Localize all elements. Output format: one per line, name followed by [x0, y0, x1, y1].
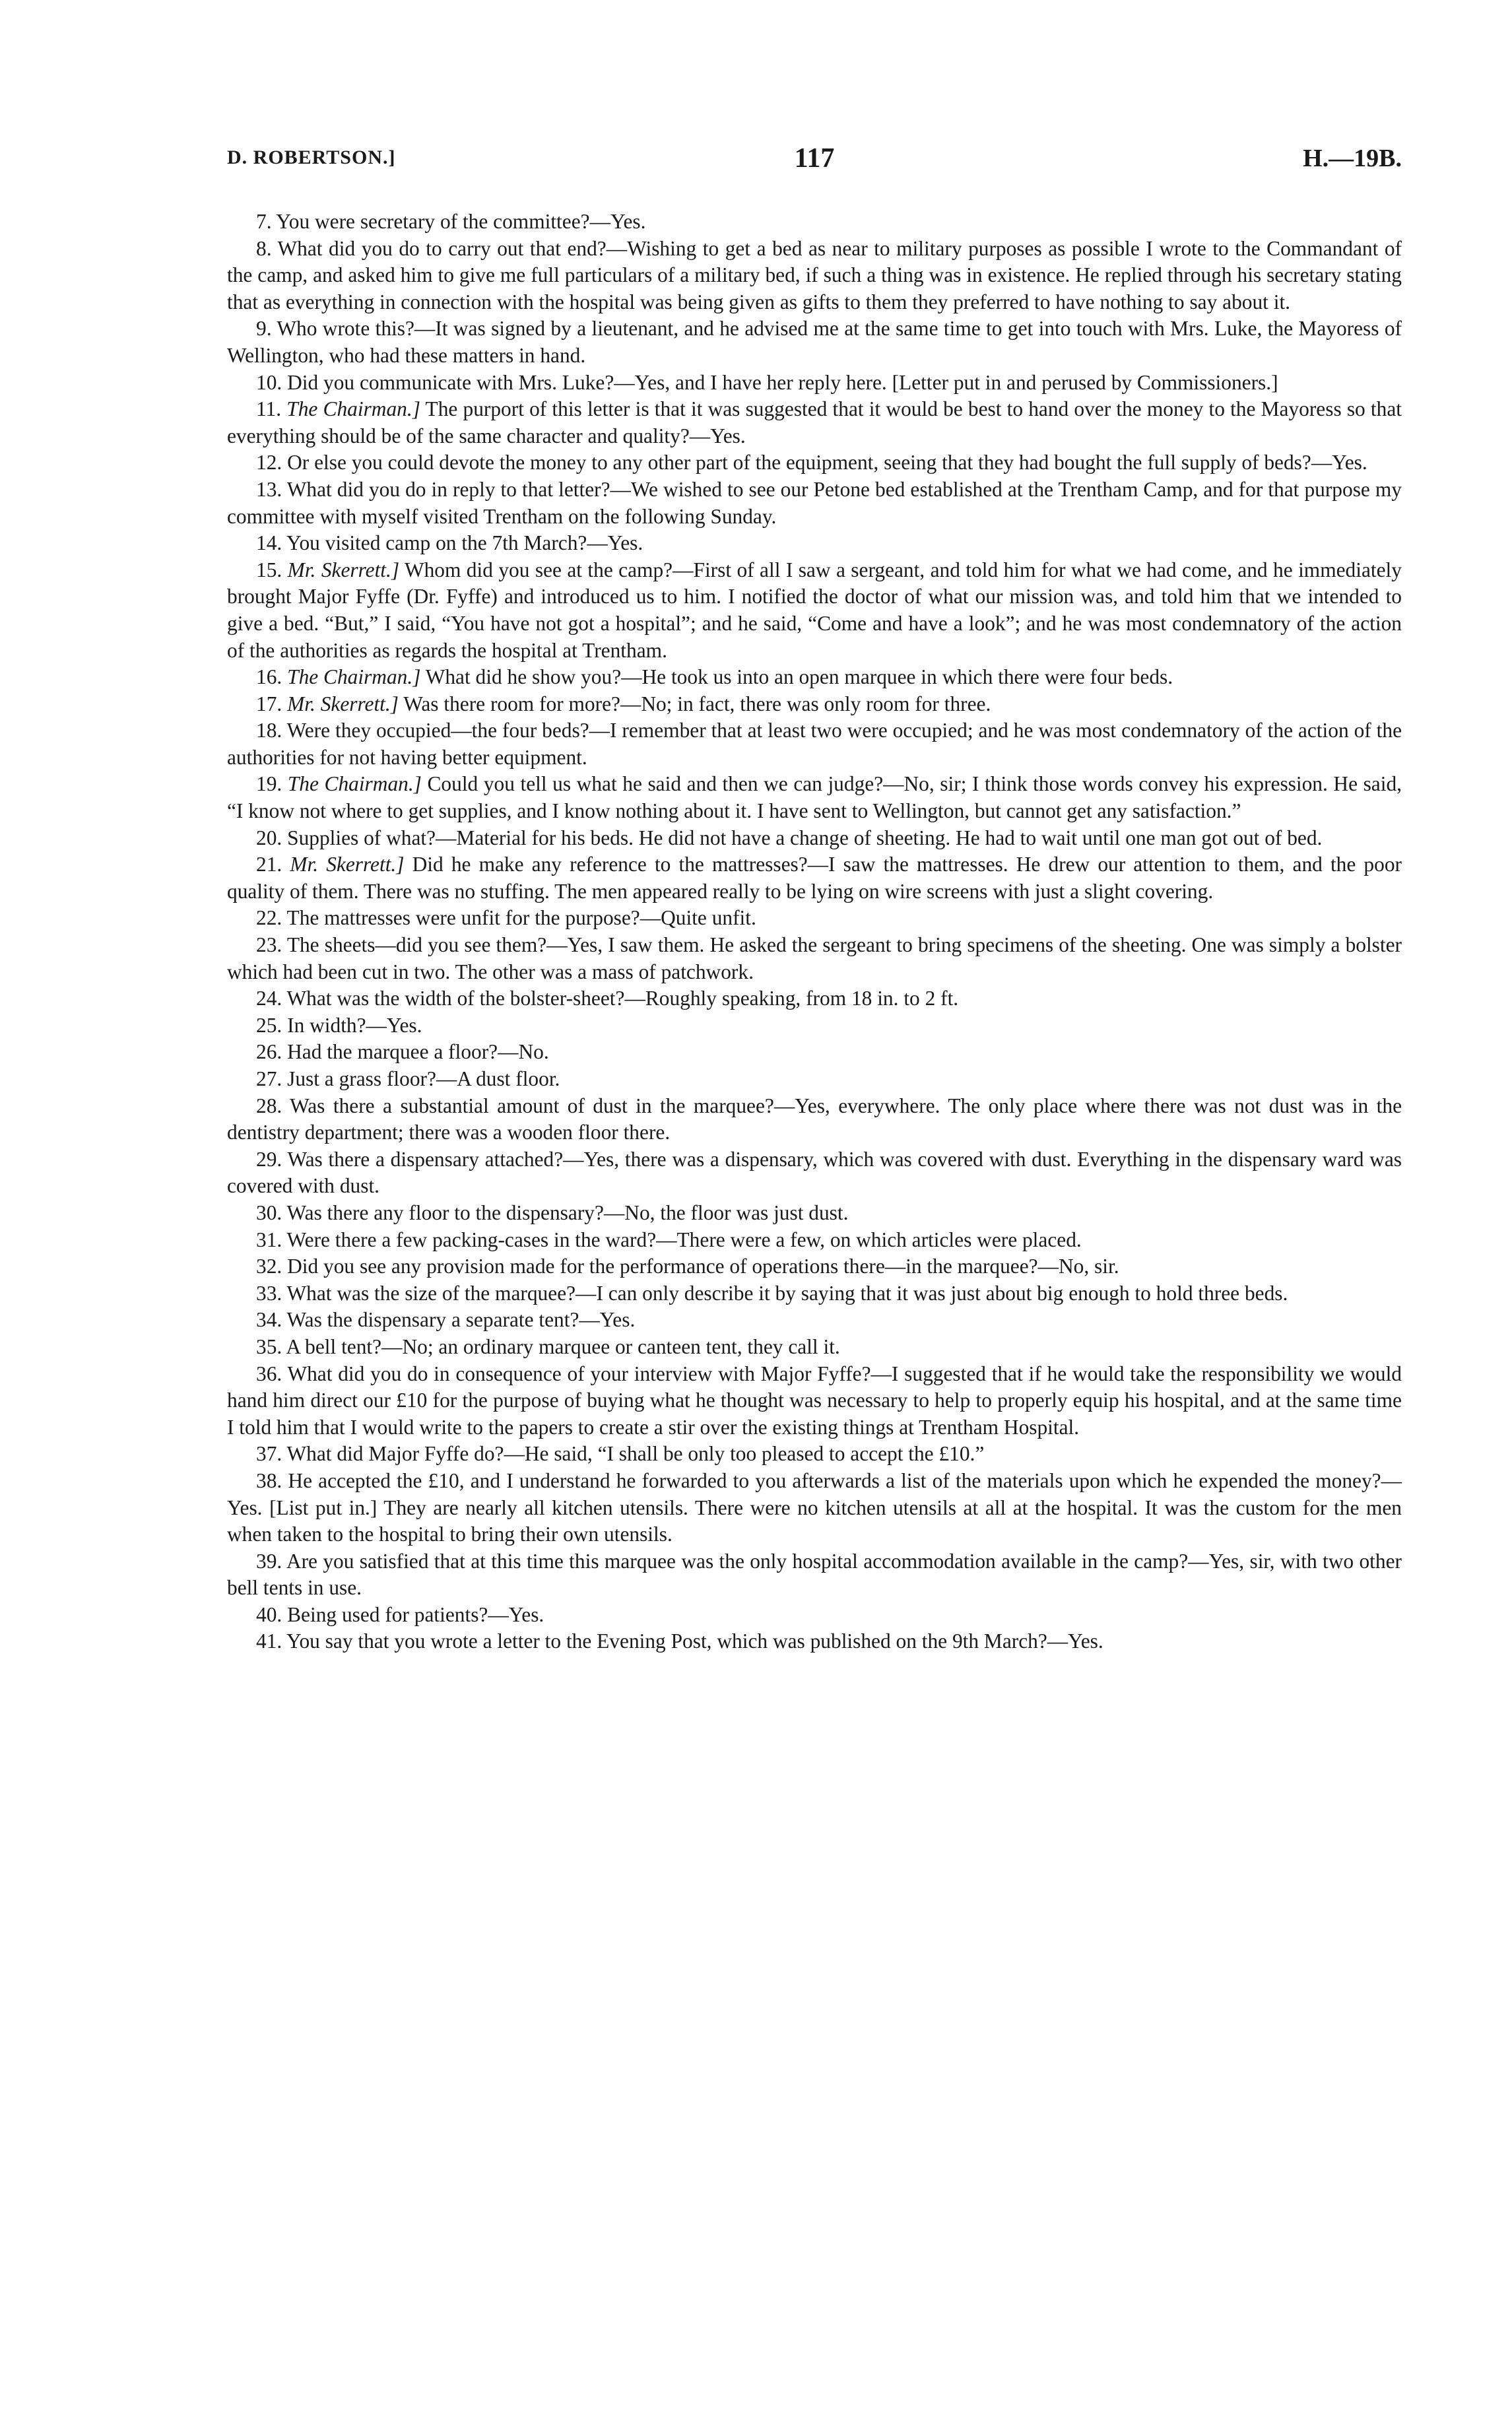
question-answer-text: What did you do in reply to that letter?—We wished to see our Petone bed established at the Trentham Camp, and for that purpose my committee with myself visited Trentham on the following Sunday.: [227, 477, 1402, 528]
question-number: 14.: [256, 531, 282, 555]
question-answer-text: Whom did you see at the camp?—First of all I saw a sergeant, and told him for what we had come, and he immediately brought Major Fyffe (Dr. Fyffe) and introduced us to him. I notified the doctor of what our mission was, and told him that we intended to give a bed. “But,” I said, “You have not got a hospital”; and he said, “Come and have a look”; and he was most condemnatory of the action of the authorities as regards the hospital at Trentham.: [227, 558, 1402, 662]
question-paragraph: [227, 825, 1402, 852]
speaker-label: The Chairman.]: [286, 397, 420, 421]
question-paragraph: [227, 664, 1402, 691]
question-answer-text: Had the marquee a floor?—No.: [287, 1040, 549, 1064]
question-answer-text: What did he show you?—He took us into an open marquee in which there were four beds.: [425, 665, 1173, 689]
question-paragraph: [227, 1307, 1402, 1334]
question-number: 28.: [256, 1094, 282, 1117]
question-paragraph: [227, 1548, 1402, 1602]
question-paragraph: [227, 1039, 1402, 1066]
question-paragraph: [227, 905, 1402, 932]
question-paragraph: [227, 1146, 1402, 1200]
question-number: 7.: [256, 210, 272, 233]
question-number: 24.: [256, 987, 282, 1010]
question-number: 16.: [256, 665, 282, 689]
question-paragraph: [227, 477, 1402, 530]
speaker-label: The Chairman.]: [287, 772, 422, 796]
witness-name: D. ROBERTSON.]: [227, 147, 396, 168]
question-number: 26.: [256, 1040, 282, 1064]
question-answer-text: Was there any floor to the dispensary?—No, the floor was just dust.: [286, 1200, 849, 1224]
question-paragraph: [227, 1280, 1402, 1307]
question-answer-text: You say that you wrote a letter to the Evening Post, which was published on the 9th March?—Yes.: [286, 1629, 1103, 1653]
question-number: 10.: [256, 370, 282, 394]
question-answer-text: The sheets—did you see them?—Yes, I saw them. He asked the sergeant to bring specimens of the sheeting. One was simply a bolster which had been cut in two. The other was a mass of patchwork.: [227, 933, 1402, 983]
question-answer-text: What was the size of the marquee?—I can only describe it by saying that it was just about big enough to hold three beds.: [286, 1281, 1288, 1305]
question-answer-text: You visited camp on the 7th March?—Yes.: [286, 531, 643, 555]
question-number: 18.: [256, 719, 282, 742]
question-answer-text: What did Major Fyffe do?—He said, “I shall be only too pleased to accept the £10.”: [286, 1442, 985, 1466]
question-number: 30.: [256, 1200, 282, 1224]
question-paragraph: [227, 1093, 1402, 1146]
question-number: 22.: [256, 906, 282, 930]
question-paragraph: [227, 557, 1402, 664]
question-answer-text: He accepted the £10, and I understand he forwarded to you afterwards a list of the materials upon which he expended the money?—Yes. [List put in.] They are nearly all kitchen utensils. There were no kitchen utensils at all at the hospital. It was the custom for the men when taken to the hospital to bring their own utensils.: [227, 1468, 1402, 1546]
question-paragraph: [227, 1012, 1402, 1039]
question-paragraph: [227, 985, 1402, 1012]
question-answer-text: A bell tent?—No; an ordinary marquee or canteen tent, they call it.: [286, 1334, 840, 1358]
question-answer-text: Who wrote this?—It was signed by a lieutenant, and he advised me at the same time to get into touch with Mrs. Luke, the Mayoress of Wellington, who had these matters in hand.: [227, 317, 1402, 367]
question-number: 8.: [256, 236, 272, 260]
question-paragraph: [227, 315, 1402, 369]
question-answer-text: You were secretary of the committee?—Yes.: [276, 210, 646, 233]
speaker-label: The Chairman.]: [287, 665, 421, 689]
question-number: 41.: [256, 1629, 282, 1653]
question-answer-text: Are you satisfied that at this time this marquee was the only hospital accommodation available in the camp?—Yes, sir, with two other bell tents in use.: [227, 1549, 1402, 1600]
question-answer-text: Could you tell us what he said and then we can judge?—No, sir; I think those words convey his expression. He said, “I know not where to get supplies, and I know nothing about it. I have sent to Wellington, but cannot get any satisfaction.”: [227, 772, 1402, 823]
question-answer-text: What did you do to carry out that end?—Wishing to get a bed as near to military purposes as possible I wrote to the Commandant of the camp, and asked him to give me full particulars of a military bed, if such a thing was in existence. He replied through his secretary stating that as everything in connection with the hospital was being given as gifts to them they preferred to have nothing to say about it.: [227, 236, 1402, 313]
question-number: 20.: [256, 826, 282, 849]
question-number: 29.: [256, 1147, 282, 1171]
question-paragraph: [227, 932, 1402, 985]
question-answer-text: In width?—Yes.: [287, 1013, 422, 1037]
question-answer-text: Was there a dispensary attached?—Yes, there was a dispensary, which was covered with dust. Everything in the dispensary ward was covered with dust.: [227, 1147, 1402, 1198]
question-number: 27.: [256, 1067, 282, 1090]
question-paragraph: [227, 1441, 1402, 1468]
question-paragraph: [227, 717, 1402, 771]
question-number: 21.: [256, 853, 282, 876]
question-number: 17.: [256, 692, 282, 715]
question-answer-text: Was there room for more?—No; in fact, there was only room for three.: [403, 692, 991, 715]
question-paragraph: [227, 1200, 1402, 1227]
question-answer-text: Did you communicate with Mrs. Luke?—Yes, and I have her reply here. [Letter put in and perused by Commissioners.]: [287, 370, 1278, 394]
question-paragraph: [227, 396, 1402, 449]
question-paragraph: [227, 530, 1402, 557]
question-number: 11.: [256, 397, 282, 421]
speaker-label: Mr. Skerrett.]: [287, 692, 399, 715]
question-answer-text: Did he make any reference to the mattresses?—I saw the mattresses. He drew our attention to them, and the poor quality of them. There was no stuffing. The men appeared really to be lying on wire screens with just a slight covering.: [227, 853, 1402, 903]
question-paragraph: [227, 1628, 1402, 1655]
question-paragraph: [227, 1334, 1402, 1361]
question-number: 31.: [256, 1228, 282, 1251]
question-paragraph: [227, 1602, 1402, 1629]
question-paragraph: [227, 209, 1402, 236]
question-number: 12.: [256, 451, 282, 475]
question-paragraph: [227, 771, 1402, 824]
question-number: 33.: [256, 1281, 282, 1305]
question-number: 37.: [256, 1442, 282, 1466]
question-number: 19.: [256, 772, 282, 796]
question-answer-text: The mattresses were unfit for the purpose?—Quite unfit.: [286, 906, 756, 930]
question-paragraph: [227, 691, 1402, 718]
question-number: 39.: [256, 1549, 282, 1573]
question-answer-text: What did you do in consequence of your interview with Major Fyffe?—I suggested that if he would take the responsibility we would hand him direct our £10 for the purpose of buying what he thought was necessary to help to properly equip his hospital, and at the same time I told him that I would write to the papers to create a stir over the existing things at Trentham Hospital.: [227, 1362, 1402, 1439]
running-header: [227, 143, 1402, 186]
question-answer-text: Just a grass floor?—A dust floor.: [287, 1067, 560, 1090]
question-number: 25.: [256, 1013, 282, 1037]
question-number: 38.: [256, 1468, 282, 1492]
question-paragraph: [227, 449, 1402, 477]
question-paragraph: [227, 1468, 1402, 1548]
question-number: 15.: [256, 558, 282, 581]
question-number: 36.: [256, 1362, 282, 1385]
question-number: 13.: [256, 477, 282, 501]
question-answer-text: Were there a few packing-cases in the ward?—There were a few, on which articles were placed.: [286, 1228, 1082, 1251]
question-paragraph: [227, 1066, 1402, 1093]
speaker-label: Mr. Skerrett.]: [287, 558, 400, 581]
question-answer-text: What was the width of the bolster-sheet?—Roughly speaking, from 18 in. to 2 ft.: [286, 987, 959, 1010]
question-answer-text: Was the dispensary a separate tent?—Yes.: [286, 1308, 636, 1332]
question-answer-text: The purport of this letter is that it was suggested that it would be best to hand over the money to the Mayoress so that everything should be of the same character and quality?—Yes.: [227, 397, 1402, 447]
question-answer-text: Supplies of what?—Material for his beds. He did not have a change of sheeting. He had to wait until one man got out of bed.: [287, 826, 1323, 849]
question-answer-text: Was there a substantial amount of dust in the marquee?—Yes, everywhere. The only place where there was not dust was in the dentistry department; there was a wooden floor there.: [227, 1094, 1402, 1144]
speaker-label: Mr. Skerrett.]: [290, 853, 405, 876]
testimony-body: [227, 209, 1402, 1655]
question-answer-text: Being used for patients?—Yes.: [287, 1602, 544, 1626]
question-number: 35.: [256, 1334, 282, 1358]
question-number: 23.: [256, 933, 282, 957]
question-paragraph: [227, 1253, 1402, 1280]
question-answer-text: Were they occupied—the four beds?—I remember that at least two were occupied; and he was most condemnatory of the action of the authorities for not having better equipment.: [227, 719, 1402, 769]
question-paragraph: [227, 851, 1402, 905]
document-reference: H.—19B.: [1303, 145, 1402, 172]
question-number: 34.: [256, 1308, 282, 1332]
question-paragraph: [227, 1361, 1402, 1441]
page-number: 117: [794, 143, 835, 174]
question-answer-text: Or else you could devote the money to any other part of the equipment, seeing that they had bought the full supply of beds?—Yes.: [287, 451, 1367, 475]
question-number: 9.: [256, 317, 272, 341]
question-paragraph: [227, 236, 1402, 316]
question-paragraph: [227, 1227, 1402, 1254]
question-paragraph: [227, 370, 1402, 397]
question-number: 40.: [256, 1602, 282, 1626]
question-answer-text: Did you see any provision made for the performance of operations there—in the marquee?—No, sir.: [287, 1255, 1119, 1278]
question-number: 32.: [256, 1255, 282, 1278]
